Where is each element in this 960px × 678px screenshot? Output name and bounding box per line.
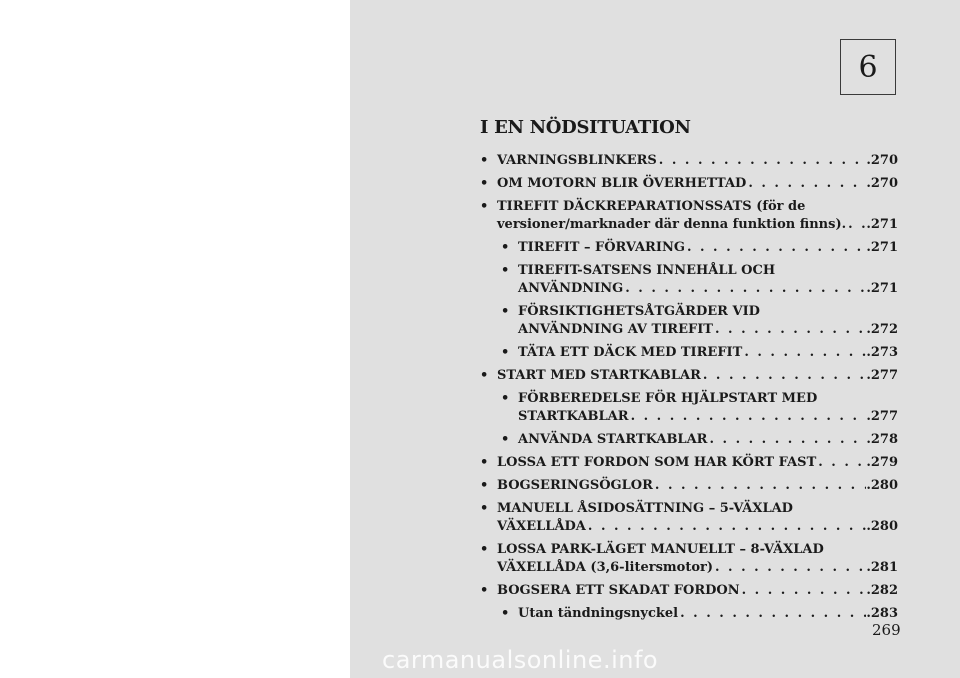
left-blank-page	[0, 0, 350, 678]
toc-entry-page: .277	[866, 409, 898, 424]
toc-entry-title: TÄTA ETT DÄCK MED TIREFIT	[518, 345, 743, 360]
toc-entry[interactable]	[480, 582, 898, 600]
dot-leader	[653, 477, 866, 495]
dot-leader	[713, 321, 866, 339]
dot-leader	[746, 175, 866, 193]
toc-entry-title: TIREFIT DÄCKREPARATIONSSATS (för de	[497, 199, 806, 214]
right-page	[350, 0, 960, 678]
dot-leader	[685, 239, 866, 257]
toc-entry-page: .279	[866, 455, 898, 470]
toc-entry[interactable]	[480, 390, 898, 426]
toc-entry-page: .271	[866, 217, 898, 232]
bullet-icon: •	[480, 176, 489, 191]
toc-entry[interactable]	[480, 344, 898, 362]
bullet-icon: •	[501, 391, 510, 406]
toc-entry-page: .270	[866, 153, 898, 168]
toc-entry[interactable]	[480, 198, 898, 234]
bullet-icon: •	[480, 368, 489, 383]
bullet-icon: •	[501, 240, 510, 255]
toc-entry-page: .282	[866, 583, 898, 598]
section-title: I EN NÖDSITUATION	[480, 117, 691, 138]
toc-entry-title: versioner/marknader där denna funktion finns).	[497, 217, 847, 232]
toc-entry-title: VARNINGSBLINKERS	[497, 153, 657, 168]
toc-entry-page: .283	[866, 606, 898, 621]
dot-leader	[678, 605, 866, 623]
toc-entry[interactable]	[480, 152, 898, 170]
dot-leader	[742, 344, 866, 362]
toc-entry[interactable]	[480, 431, 898, 449]
toc-entry[interactable]	[480, 477, 898, 495]
dot-leader	[586, 518, 866, 536]
toc-entry-title: VÄXELLÅDA (3,6-litersmotor)	[497, 560, 713, 575]
dot-leader	[740, 582, 867, 600]
dot-leader	[713, 559, 866, 577]
toc-entry-title: FÖRBEREDELSE FÖR HJÄLPSTART MED	[518, 391, 818, 406]
toc-entry-title: TIREFIT – FÖRVARING	[518, 240, 685, 255]
toc-entry[interactable]	[480, 367, 898, 385]
toc-entry-page: .280	[866, 519, 898, 534]
toc-entry-page: .277	[866, 368, 898, 383]
dot-leader	[629, 408, 867, 426]
toc-entry-page: .272	[866, 322, 898, 337]
toc-entry-title: BOGSERINGSÖGLOR	[497, 478, 653, 493]
toc-entry-page: .270	[866, 176, 898, 191]
watermark: carmanualsonline.info	[382, 646, 659, 674]
toc-entry-title: ANVÄNDNING AV TIREFIT	[518, 322, 713, 337]
toc-entry-title: TIREFIT-SATSENS INNEHÅLL OCH	[518, 263, 776, 278]
toc-entry[interactable]	[480, 303, 898, 339]
dot-leader	[707, 431, 866, 449]
bullet-icon: •	[480, 583, 489, 598]
toc-entry-page: .273	[866, 345, 898, 360]
dot-leader	[816, 454, 866, 472]
toc-entry[interactable]	[480, 239, 898, 257]
chapter-number: 6	[858, 49, 878, 85]
toc-entry-title: MANUELL ÅSIDOSÄTTNING – 5-VÄXLAD	[497, 501, 793, 516]
bullet-icon: •	[480, 501, 489, 516]
toc-entry[interactable]	[480, 454, 898, 472]
toc-entry-title: ANVÄNDNING	[518, 281, 624, 296]
dot-leader	[623, 280, 866, 298]
bullet-icon: •	[480, 478, 489, 493]
bullet-icon: •	[480, 199, 489, 214]
bullet-icon: •	[501, 263, 510, 278]
toc-entry-title: BOGSERA ETT SKADAT FORDON	[497, 583, 740, 598]
bullet-icon: •	[501, 606, 510, 621]
toc-entry-page: .281	[866, 560, 898, 575]
toc-entry-title: START MED STARTKABLAR	[497, 368, 701, 383]
toc-entry-page: .278	[866, 432, 898, 447]
bullet-icon: •	[480, 542, 489, 557]
toc-entry[interactable]	[480, 605, 898, 623]
toc-entry-title: Utan tändningsnyckel	[518, 606, 679, 621]
toc-entry-title: LOSSA ETT FORDON SOM HAR KÖRT FAST	[497, 455, 817, 470]
toc-entry[interactable]	[480, 500, 898, 536]
toc-entry-page: .271	[866, 240, 898, 255]
toc-entry-page: .271	[866, 281, 898, 296]
toc-entry-title: LOSSA PARK-LÄGET MANUELLT – 8-VÄXLAD	[497, 542, 824, 557]
toc-entry-page: .280	[866, 478, 898, 493]
toc-entry-title: FÖRSIKTIGHETSÅTGÄRDER VID	[518, 304, 760, 319]
toc-entry-title: STARTKABLAR	[518, 409, 629, 424]
chapter-number-box	[840, 39, 896, 95]
toc-entry[interactable]	[480, 262, 898, 298]
toc-entry-title: ANVÄNDA STARTKABLAR	[518, 432, 708, 447]
bullet-icon: •	[501, 432, 510, 447]
dot-leader	[846, 216, 866, 234]
bullet-icon: •	[480, 153, 489, 168]
dot-leader	[701, 367, 866, 385]
bullet-icon: •	[501, 345, 510, 360]
page-number: 269	[872, 621, 901, 639]
table-of-contents	[480, 152, 898, 628]
bullet-icon: •	[501, 304, 510, 319]
toc-entry[interactable]	[480, 541, 898, 577]
dot-leader	[657, 152, 867, 170]
toc-entry-title: OM MOTORN BLIR ÖVERHETTAD	[497, 176, 747, 191]
toc-entry[interactable]	[480, 175, 898, 193]
toc-entry-title: VÄXELLÅDA	[497, 519, 586, 534]
bullet-icon: •	[480, 455, 489, 470]
